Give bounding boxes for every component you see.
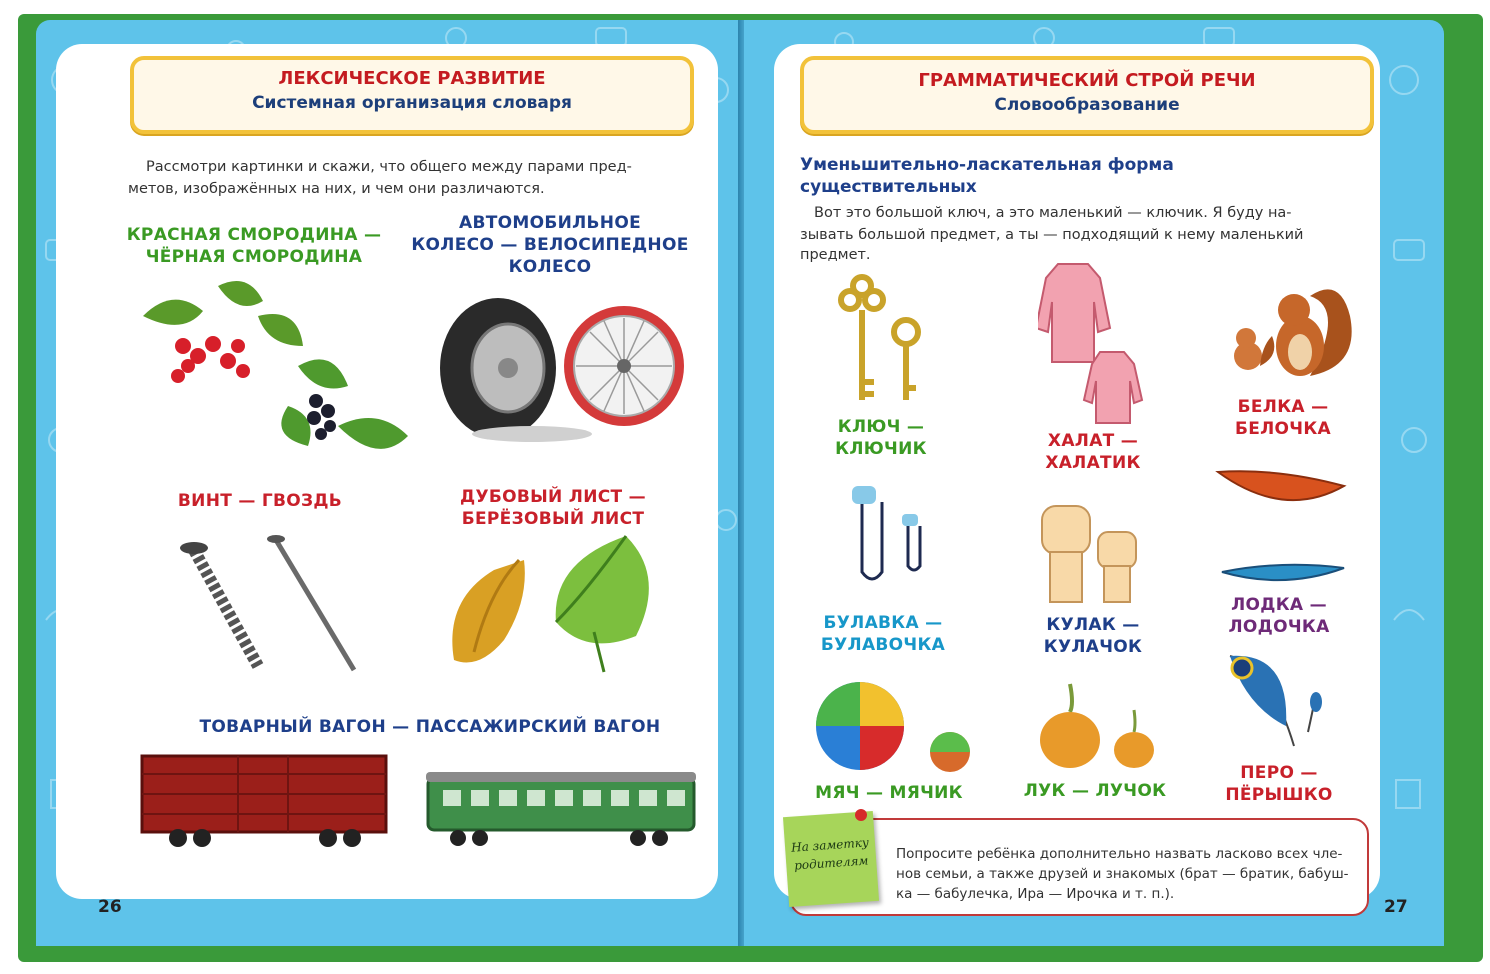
right-page-number: 27 — [1384, 897, 1408, 917]
label-boat-line-1: ЛОДКА — — [1231, 595, 1327, 615]
label-squirrel-line-2: БЕЛОЧКА — [1234, 419, 1332, 439]
label-pin — [812, 612, 954, 656]
boats-image — [1214, 460, 1354, 592]
label-wheel-line-3: КОЛЕСО — [508, 257, 592, 277]
label-squirrel — [1220, 396, 1346, 440]
robes-image — [1038, 260, 1148, 426]
left-page-number: 26 — [98, 897, 122, 917]
label-onion: ЛУК — ЛУЧОК — [1023, 781, 1167, 801]
label-fist — [1030, 614, 1156, 658]
onions-image — [1036, 682, 1156, 778]
label-feather-line-2: ПЁРЫШКО — [1225, 785, 1333, 805]
section-title — [800, 154, 1174, 198]
label-pin-line-2: БУЛАВОЧКА — [820, 635, 946, 655]
label-squirrel-line-1: БЕЛКА — — [1237, 397, 1329, 417]
section-title-line-2: существительных — [800, 177, 977, 197]
balls-image — [814, 680, 974, 776]
label-feather-line-1: ПЕРО — — [1240, 763, 1318, 783]
note-sticker-line-1: На заметку — [790, 835, 870, 855]
left-header-subtitle: Системная организация словаря — [252, 93, 572, 113]
label-fist-line-2: КУЛАЧОК — [1043, 637, 1143, 657]
label-key — [822, 416, 940, 460]
label-leaf-line-1: ДУБОВЫЙ ЛИСТ — — [460, 487, 646, 507]
left-instruction-line-1: Рассмотри картинки и скажи, что общего между парами пред- — [146, 159, 632, 175]
label-currant-line-1: КРАСНАЯ СМОРОДИНА — — [126, 225, 382, 245]
parents-note-box — [790, 818, 1369, 916]
label-wheel — [400, 212, 700, 278]
label-robe — [1030, 430, 1156, 474]
right-text-line-2: зывать большой предмет, а ты — подходящий к нему маленький — [800, 227, 1304, 243]
note-text — [896, 844, 1349, 904]
label-currant — [118, 224, 390, 268]
note-text-line-2: нов семьи, а также друзей и знакомых (брат — братик, бабуш- — [896, 866, 1349, 882]
right-header-subtitle: Словообразование — [994, 95, 1180, 115]
currant-image — [138, 276, 418, 462]
keys-image — [834, 272, 934, 408]
note-text-line-3: ка — бабулечка, Ира — Ирочка и т. п.). — [896, 886, 1175, 902]
right-text-line-3: предмет. — [800, 247, 871, 263]
label-key-line-1: КЛЮЧ — — [837, 417, 925, 437]
label-ball: МЯЧ — МЯЧИК — [815, 783, 963, 803]
label-currant-line-2: ЧЁРНАЯ СМОРОДИНА — [145, 247, 363, 267]
label-feather — [1216, 762, 1342, 806]
wagons-image — [138, 754, 704, 850]
note-sticker-line-2: родителям — [793, 853, 869, 873]
pins-image — [840, 482, 940, 592]
label-pin-line-1: БУЛАВКА — — [823, 613, 943, 633]
label-wheel-line-2: КОЛЕСО — ВЕЛОСИПЕДНОЕ — [411, 235, 689, 255]
squirrels-image — [1220, 266, 1356, 382]
label-leaf — [440, 486, 666, 530]
right-text-line-1: Вот это большой ключ, а это маленький — ключик. Я буду на- — [814, 205, 1292, 221]
label-wagon: ТОВАРНЫЙ ВАГОН — ПАССАЖИРСКИЙ ВАГОН — [199, 717, 661, 737]
label-leaf-line-2: БЕРЁЗОВЫЙ ЛИСТ — [461, 509, 645, 529]
left-header-title: ЛЕКСИЧЕСКОЕ РАЗВИТИЕ — [278, 68, 546, 89]
right-header-title: ГРАММАТИЧЕСКИЙ СТРОЙ РЕЧИ — [918, 70, 1256, 91]
label-fist-line-1: КУЛАК — — [1046, 615, 1140, 635]
pushpin-icon — [854, 808, 868, 822]
label-key-line-2: КЛЮЧИК — [835, 439, 927, 459]
right-header-box — [800, 56, 1374, 134]
note-sticker — [783, 811, 879, 907]
left-header-box — [130, 56, 694, 134]
wheels-image — [432, 296, 692, 446]
label-wheel-line-1: АВТОМОБИЛЬНОЕ — [459, 213, 641, 233]
fists-image — [1034, 496, 1146, 606]
label-robe-line-1: ХАЛАТ — — [1047, 431, 1139, 451]
feathers-image — [1222, 650, 1332, 754]
left-instruction-line-2: метов, изображённых на них, и чем они различаются. — [128, 181, 545, 197]
screw-nail-image — [176, 532, 372, 682]
label-screw-nail: ВИНТ — ГВОЗДЬ — [177, 491, 343, 511]
label-boat-line-2: ЛОДОЧКА — [1228, 617, 1330, 637]
label-boat — [1216, 594, 1342, 638]
label-robe-line-2: ХАЛАТИК — [1045, 453, 1141, 473]
leaves-image — [444, 532, 654, 678]
section-title-line-1: Уменьшительно-ласкательная форма — [800, 155, 1174, 175]
note-text-line-1: Попросите ребёнка дополнительно назвать ласково всех чле- — [896, 846, 1343, 862]
